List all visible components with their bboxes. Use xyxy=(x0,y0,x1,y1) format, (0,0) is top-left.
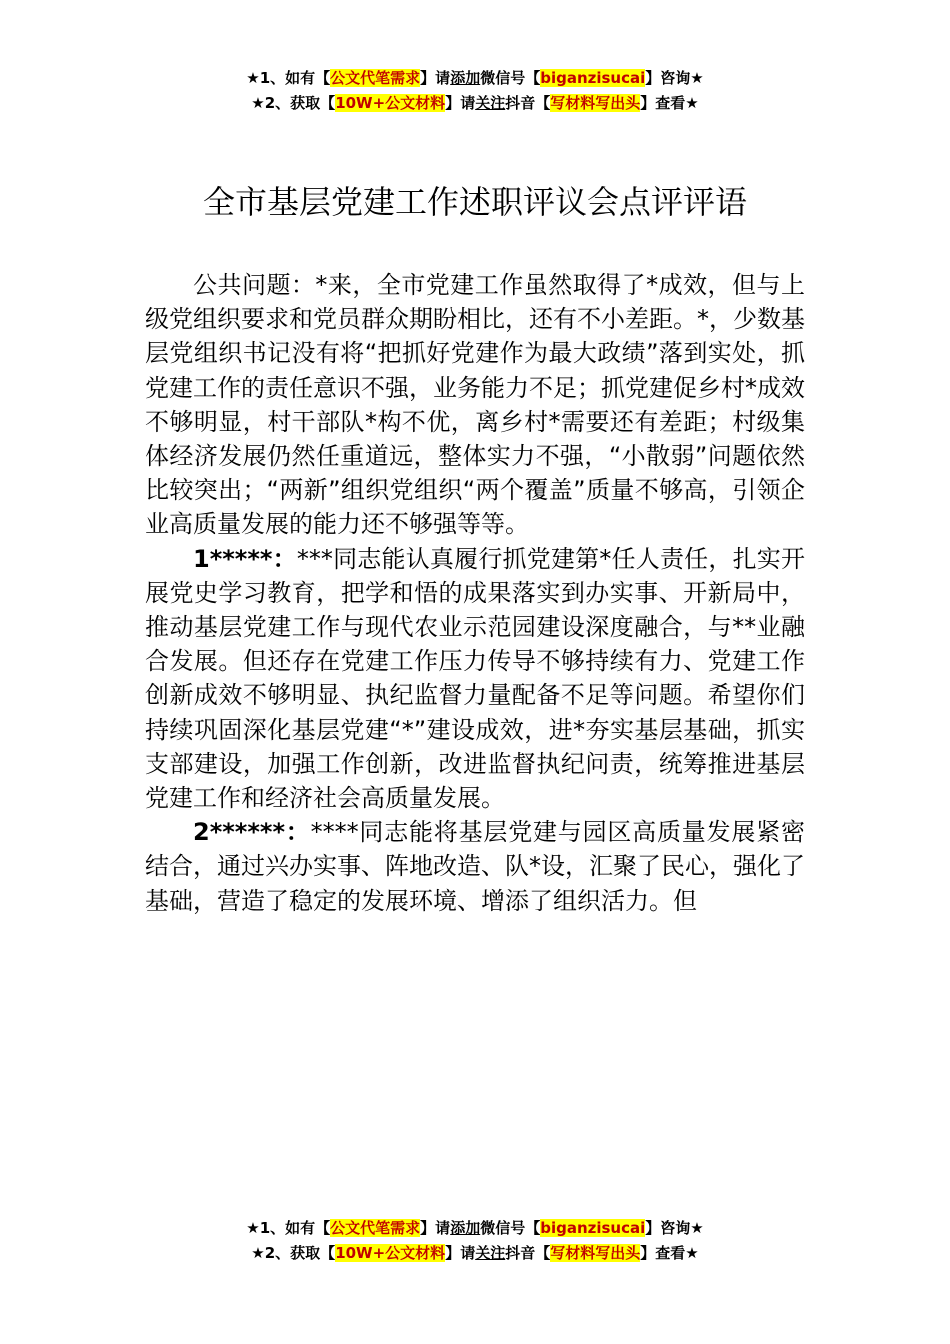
promo-highlight: 写材料写出头 xyxy=(550,94,641,112)
promo-highlight: 写材料写出头 xyxy=(550,1244,641,1262)
promo-text: ★2、获取【 xyxy=(251,94,336,112)
promo-text: 】请 xyxy=(420,69,451,87)
paragraph-text: ****同志能将基层党建与园区高质量发展紧密结合，通过兴办实事、阵地改造、队*设，汇聚了民心，强化了基础，营造了稳定的发展环境、增添了组织活力。但 xyxy=(145,818,805,915)
promo-highlight: biganzisucai xyxy=(540,69,646,87)
promo-text: 】请 xyxy=(445,94,476,112)
promo-line-1 xyxy=(0,66,950,91)
document-body xyxy=(145,268,805,918)
promo-text: ★1、如有【 xyxy=(246,69,331,87)
promo-text: 抖音【 xyxy=(505,1244,551,1262)
promo-highlight: 10W+公文材料 xyxy=(335,1244,446,1262)
promo-text: 】咨询★ xyxy=(645,1219,704,1237)
document-title: 全市基层党建工作述职评议会点评评语 xyxy=(202,183,747,221)
promo-highlight: biganzisucai xyxy=(540,1219,646,1237)
promo-text: 】咨询★ xyxy=(645,69,704,87)
promo-underlined: 添加 xyxy=(450,1219,481,1237)
promo-text: ★1、如有【 xyxy=(246,1219,331,1237)
promo-line-1 xyxy=(0,1216,950,1241)
promo-text: 抖音【 xyxy=(505,94,551,112)
paragraph-lead: 2******： xyxy=(193,818,311,847)
footer-promo-banner xyxy=(0,1216,950,1266)
paragraph-text: 公共问题：*来，全市党建工作虽然取得了*成效，但与上级党组织要求和党员群众期盼相比，还有不小差距。*，少数基层党组织书记没有将“把抓好党建作为最大政绩”落到实处，抓党建工作的责任意识不强，业务能力不足；抓党建促乡村*成效不够明显，村干部队*构不优，离乡村*需要还有差距；村级集体经济发展仍然任重道远，整体实力不强，“小散弱”问题依然比较突出；“两新”组织党组织“两个覆盖”质量不够高，引领企业高质量发展的能力还不够强等等。 xyxy=(145,271,805,539)
promo-line-2 xyxy=(0,91,950,116)
promo-text: 】请 xyxy=(445,1244,476,1262)
promo-text: 】请 xyxy=(420,1219,451,1237)
promo-text: 】查看★ xyxy=(640,94,699,112)
promo-underlined: 关注 xyxy=(475,1244,506,1262)
paragraph-comment-2 xyxy=(145,815,805,918)
header-promo-banner xyxy=(0,66,950,116)
promo-underlined: 添加 xyxy=(450,69,481,87)
paragraph-lead: 1*****： xyxy=(193,544,297,573)
promo-text: 微信号【 xyxy=(480,69,541,87)
promo-text: 】查看★ xyxy=(640,1244,699,1262)
promo-text: ★2、获取【 xyxy=(251,1244,336,1262)
promo-underlined: 关注 xyxy=(475,94,506,112)
promo-line-2 xyxy=(0,1241,950,1266)
promo-highlight: 公文代笔需求 xyxy=(330,69,421,87)
promo-text: 微信号【 xyxy=(480,1219,541,1237)
paragraph-comment-1 xyxy=(145,542,805,816)
paragraph-public-issues xyxy=(145,268,805,542)
paragraph-text: ***同志能认真履行抓党建第*任人责任，扎实开展党史学习教育，把学和悟的成果落实到办实事、开新局中，推动基层党建工作与现代农业示范园建设深度融合，与**业融合发展。但还存在党建工作压力传导不够持续有力、党建工作创新成效不够明显、执纪监督力量配备不足等问题。希望你们持续巩固深化基层党建“*”建设成效，进*夯实基层基础，抓实支部建设，加强工作创新，改进监督执纪问责，统筹推进基层党建工作和经济社会高质量发展。 xyxy=(145,544,806,813)
promo-highlight: 公文代笔需求 xyxy=(330,1219,421,1237)
promo-highlight: 10W+公文材料 xyxy=(335,94,446,112)
